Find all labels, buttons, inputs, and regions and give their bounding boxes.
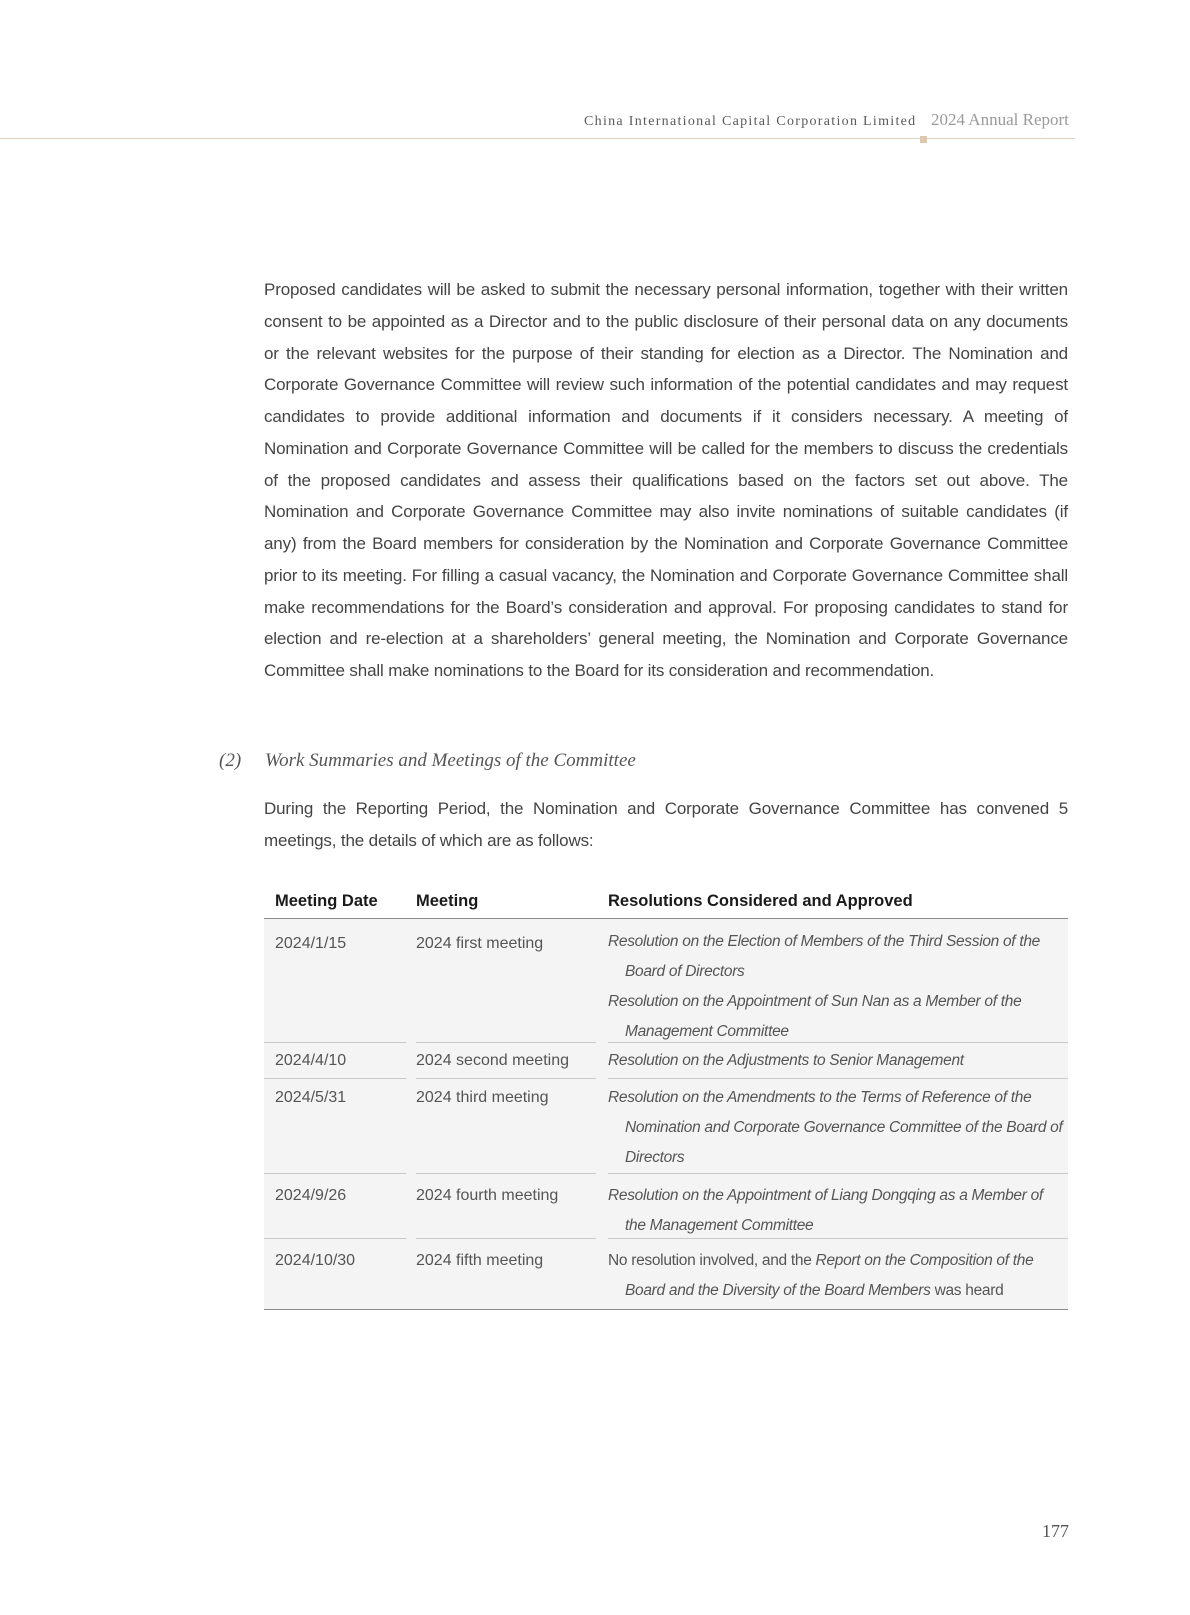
meeting-date: 2024/5/31	[275, 1089, 347, 1106]
meeting-name: 2024 fourth meeting	[416, 1187, 559, 1204]
resolutions-cell	[608, 1083, 1063, 1173]
table-body	[264, 919, 1068, 1310]
meeting-date: 2024/9/26	[275, 1187, 347, 1204]
resolution-item: Resolution on the Appointment of Sun Nan as a Member of the Management Committee	[608, 993, 1022, 1040]
section-number: (2)	[219, 750, 242, 771]
table-row	[264, 1239, 1068, 1309]
header-meeting-date: Meeting Date	[275, 892, 378, 910]
meeting-date: 2024/1/15	[275, 935, 347, 952]
section-intro: During the Reporting Period, the Nomination and Corporate Governance Committee has convened 5 meetings, the details of which are as follows:	[264, 799, 1068, 850]
header-report-title: 2024 Annual Report	[931, 110, 1069, 129]
resolution-item: Resolution on the Appointment of Liang Dongqing as a Member of the Management Committee	[608, 1187, 1043, 1234]
table-row	[264, 1174, 1068, 1239]
resolutions-cell	[608, 927, 1063, 1047]
resolution-prefix: No resolution involved, and the	[608, 1252, 816, 1269]
report-title: Report on the Composition of the Board and the Diversity of the Board Members	[625, 1252, 1034, 1299]
header-marker-icon	[920, 136, 927, 143]
resolution-item	[608, 1246, 1063, 1306]
meeting-name: 2024 first meeting	[416, 935, 544, 952]
resolution-item: Resolution on the Adjustments to Senior Management	[608, 1052, 964, 1069]
meeting-name: 2024 fifth meeting	[416, 1252, 544, 1269]
table-header	[264, 884, 1068, 919]
meeting-name: 2024 second meeting	[416, 1052, 569, 1069]
body-paragraph: Proposed candidates will be asked to submit the necessary personal information, together with their written consent to be appointed as a Director and to the public disclosure of their personal data on any documents or the relevant websites for the purpose of their standing for election as a Director. The Nomination and Corporate Governance Committee will review such information of the potential candidates and may request candidates to provide additional information and documents if it considers necessary. A meeting of Nomination and Corporate Governance Committee will be called for the members to discuss the credentials of the proposed candidates and assess their qualifications based on the factors set out above. The Nomination and Corporate Governance Committee may also invite nominations of suitable candidates (if any) from the Board members for consideration by the Nomination and Corporate Governance Committee prior to its meeting. For filling a casual vacancy, the Nomination and Corporate Governance Committee shall make recommendations for the Board’s consideration and approval. For proposing candidates to stand for election and re-election at a shareholders’ general meeting, the Nomination and Corporate Governance Committee shall make nominations to the Board for its consideration and recommendation.	[264, 280, 1068, 680]
table-row	[264, 1043, 1068, 1079]
header-resolutions: Resolutions Considered and Approved	[608, 892, 913, 910]
meeting-date: 2024/4/10	[275, 1052, 347, 1069]
table-row	[264, 1079, 1068, 1174]
meetings-table	[264, 884, 1068, 1310]
header-company-name: China International Capital Corporation Limited	[584, 114, 917, 129]
resolutions-cell	[608, 1181, 1063, 1241]
resolutions-cell	[608, 1246, 1063, 1306]
table-row	[264, 919, 1068, 1043]
resolution-item: Resolution on the Election of Members of the Third Session of the Board of Directors	[608, 933, 1040, 980]
resolutions-cell	[608, 1046, 1063, 1076]
header-divider	[0, 138, 1075, 139]
resolution-item: Resolution on the Amendments to the Terms of Reference of the Nomination and Corporate Governance Committee of the Board of Directors	[608, 1089, 1063, 1166]
meeting-date: 2024/10/30	[275, 1252, 356, 1269]
section-title: Work Summaries and Meetings of the Committee	[265, 750, 636, 771]
meeting-name: 2024 third meeting	[416, 1089, 549, 1106]
page-number: 177	[1042, 1521, 1069, 1541]
header-meeting: Meeting	[416, 892, 479, 910]
resolution-suffix: was heard	[930, 1282, 1004, 1299]
